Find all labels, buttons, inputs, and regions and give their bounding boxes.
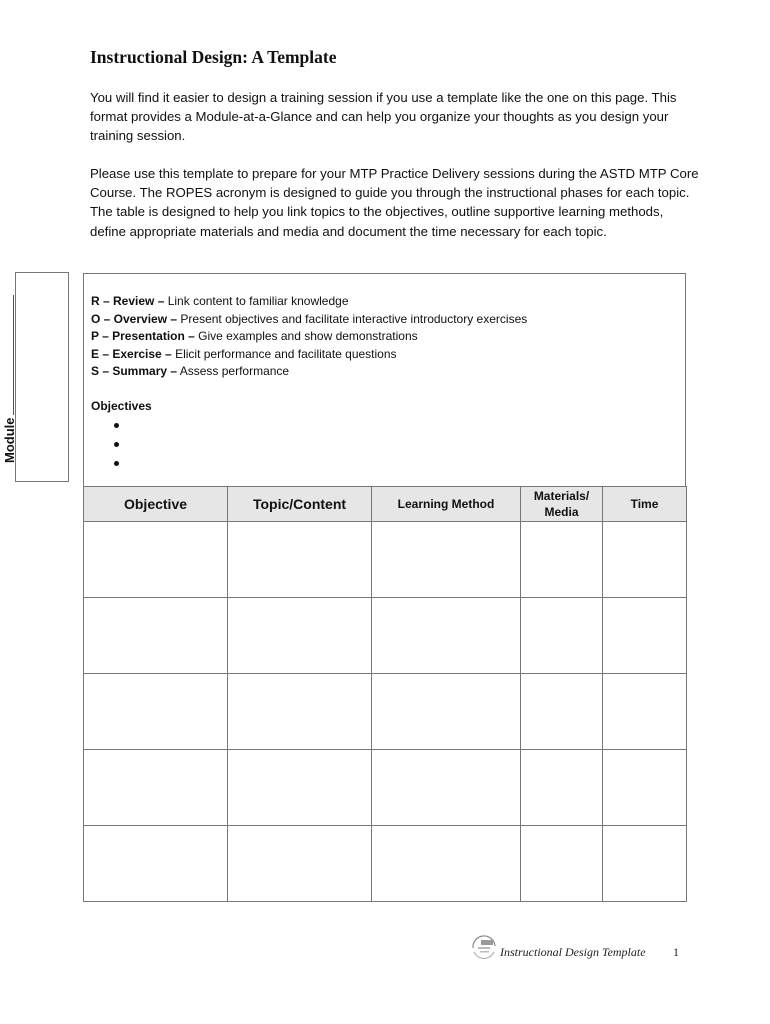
ropes-item-presentation: P – Presentation – Give examples and show demonstrations [91, 329, 418, 343]
cell-topic[interactable] [228, 750, 372, 826]
table-row [84, 674, 687, 750]
ropes-item-overview: O – Overview – Present objectives and facilitate interactive introductory exercises [91, 311, 528, 326]
cell-materials[interactable] [521, 674, 603, 750]
cell-method[interactable] [372, 750, 521, 826]
page-number: 1 [673, 945, 679, 959]
module-blank-line [3, 296, 14, 416]
cell-topic[interactable] [228, 826, 372, 902]
cell-materials[interactable] [521, 522, 603, 598]
cell-time[interactable] [603, 826, 687, 902]
cell-objective[interactable] [84, 750, 228, 826]
table-header-row [84, 487, 687, 522]
footer-title: Instructional Design Template [500, 945, 646, 959]
header-objective: Objective [84, 487, 228, 522]
header-topic-content: Topic/Content [228, 487, 372, 522]
cell-objective[interactable] [84, 826, 228, 902]
ropes-item-exercise: E – Exercise – Elicit performance and facilitate questions [91, 346, 397, 361]
cell-materials[interactable] [521, 598, 603, 674]
cell-materials[interactable] [521, 826, 603, 902]
cell-topic[interactable] [228, 598, 372, 674]
module-time-box [2, 272, 69, 482]
cell-method[interactable] [372, 674, 521, 750]
ropes-item-review: R – Review – Link content to familiar knowledge [91, 294, 349, 308]
cell-objective[interactable] [84, 522, 228, 598]
intro-paragraph: You will find it easier to design a training session if you use a template like the one on this page. This format provides a Module-at-a-Glance and can help you organize your thoughts as you design your training session. [90, 90, 677, 144]
header-materials-media: Materials/ Media [521, 487, 603, 522]
cell-time[interactable] [603, 522, 687, 598]
cell-objective[interactable] [84, 598, 228, 674]
cell-method[interactable] [372, 826, 521, 902]
table-row [84, 750, 687, 826]
cell-method[interactable] [372, 522, 521, 598]
table-row [84, 522, 687, 598]
cell-time[interactable] [603, 598, 687, 674]
cell-topic[interactable] [228, 674, 372, 750]
table-row [84, 826, 687, 902]
module-label: Module [2, 417, 17, 463]
cell-topic[interactable] [228, 522, 372, 598]
document-title: Instructional Design: A Template [90, 47, 337, 67]
cell-materials[interactable] [521, 750, 603, 826]
objectives-label: Objectives [91, 399, 152, 413]
instructions-paragraph: Please use this template to prepare for your MTP Practice Delivery sessions during the ASTD MTP Core Course. The ROPES acronym is designed to guide you through the instructional phases for each topic. The table is designed to help you link topics to the objectives, outline supportive learning methods, define appropriate materials and media and document the time necessary for each topic. [90, 166, 699, 239]
module-field[interactable] [2, 296, 17, 464]
ropes-item-summary: S – Summary – Assess performance [91, 364, 290, 378]
cell-time[interactable] [603, 750, 687, 826]
cell-time[interactable] [603, 674, 687, 750]
header-learning-method: Learning Method [372, 487, 521, 522]
design-table [83, 486, 687, 902]
astd-logo-icon [470, 934, 498, 962]
ropes-box [83, 273, 686, 487]
cell-objective[interactable] [84, 674, 228, 750]
cell-method[interactable] [372, 598, 521, 674]
ropes-list [91, 293, 527, 381]
header-time: Time [603, 487, 687, 522]
table-row [84, 598, 687, 674]
